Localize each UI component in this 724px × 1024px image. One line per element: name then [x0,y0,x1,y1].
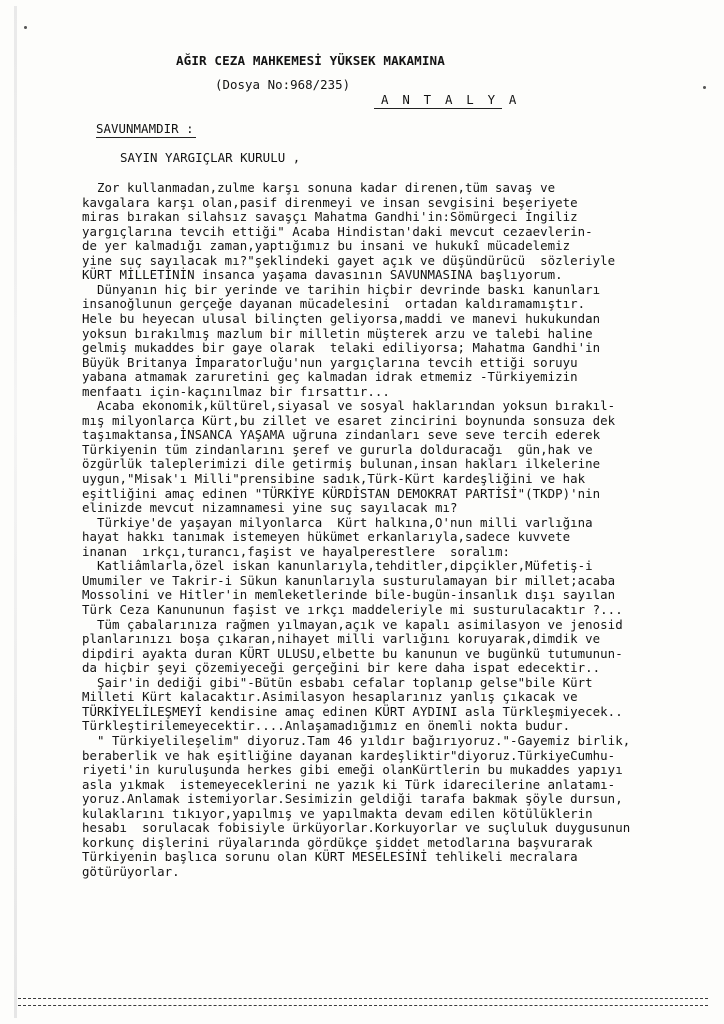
salutation: SAYIN YARGIÇLAR KURULU , [120,150,301,165]
body-line: Mossolini ve Hitler'in memleketlerinde bile-bugün-insanlık dışı sayılan [82,587,616,603]
body-line: uygun,"Misak'ı Milli"prensibine sadık,Türk-Kürt kardeşliğini ve hak [82,471,586,486]
body-line: götürüyorlar. [82,863,180,879]
body-line: yabana atmamak zaruretini geç kalmadan idrak etmemiz -Türkiyemizin [82,369,578,385]
heading-underline [96,137,196,138]
body-line: korkunç dişlerini rüyalarında gördükçe şiddet metodlarına başvurarak [82,834,593,850]
body-line: riyeti'in kuruluşunda herkes gibi emeği olanKürtlerin bu mukaddes yapıyı [82,762,623,777]
body-line: Türkiyenin tüm zindanlarını şeref ve gururla dolduracağı gün,hak ve [82,441,593,457]
bottom-dashed-rule-2 [18,1005,708,1006]
body-line: Büyük Britanya İmparatorluğu'nun yargıçlarına tevcih ettiği soruyu [82,354,578,370]
city-underline [374,108,502,109]
body-line: elinizde mevcut nizamnamesi yine suç sayılacak mı? [82,500,458,516]
body-line: planlarınızı boşa çıkaran,nihayet milli varlığını koruyarak,dimdik ve [82,631,601,646]
body-line: kulaklarını tıkıyor,yapılmış ve yapılmakta devam edilen kötülüklerin [82,805,593,821]
body-line: miras bırakan silahsız savaşçı Mahatma Gandhi'in:Sömürgeci İngiliz [82,209,578,225]
body-line: taşımaktansa,İNSANCA YAŞAMA uğruna zindanları seve seve tercih ederek [82,427,601,443]
body-line: Türk Ceza Kanununun faşist ve ırkçı maddeleriyle mi susturulacaktır ?... [82,602,623,617]
body-line: de yer kalmadığı zaman,yaptığımız bu insani ve hukukî mücadelemiz [82,238,571,254]
body-line: inanan ırkçı,turancı,faşist ve hayalperestlere soralım: [82,543,511,559]
body-line: menfaatı için-kaçınılmaz bir fırsattır... [82,383,390,399]
body-line: Tüm çabalarınıza rağmen yılmayan,açık ve kapalı asimilasyon ve jenosid [82,616,623,632]
body-line: insanoğlunun gerçeğe dayanan mücadelesini ortadan kaldıramamıştır. [82,296,586,312]
body-line: yoksun bırakılmış mazlum bir milletin müşterek arzu ve talebi haline [82,325,593,341]
body-line: da hiçbir şeyi çözemiyeceği gerçeğini bir kere daha ispat edecektir.. [82,660,601,676]
body-line: Türkiyenin başlıca sorunu olan KÜRT MESELESİNİ tehlikeli mecralara [82,849,578,865]
body-line: dipdiri ayakta duran KÜRT ULUSU,elbette bu kanunun ve bugünkü tutumunun- [82,645,623,661]
body-line: gelmiş mukaddes bir gaye olarak telaki ediliyorsa; Mahatma Gandhi'in [82,340,601,356]
body-line: Türkleştirilemeyecektir....Anlaşamadığımız en önemli nokta budur. [82,718,571,734]
body-line: Umumiler ve Takrir-i Sükun kanunlarıyla susturulamayan bir millet;acaba [82,572,616,588]
body-line: hesabı sorulacak fobisiyle ürküyorlar.Korkuyorlar ve suçluluk duygusunun [82,820,631,836]
body-line: " Türkiyelileşelim" diyoruz.Tam 46 yıldır bağırıyoruz."-Gayemiz birlik, [82,732,631,748]
city-name: A N T A L Y A [381,92,520,107]
scan-edge-mark [14,6,17,1018]
body-line: kavgalara karşı olan,pasif direnmeyi ve insan sevgisini beşeriyete [82,194,578,210]
body-line: beraberlik ve hak eşitliğine dayanan kardeşliktir"diyoruz.TürkiyeCumhu- [82,747,616,763]
body-line: Şair'in dediği gibi"-Bütün esbabı cefalar toplanıp gelse"bile Kürt [82,674,593,690]
body-line: Katliâmlarla,özel iskan kanunlarıyla,tehditler,dipçikler,Müfetiş-i [82,558,593,574]
body-line: özgürlük taleplerimizi dile getirmiş bulunan,insan hakları ilkelerine [82,456,601,472]
scan-speck [24,26,27,29]
bottom-dashed-rule [18,998,708,999]
body-line: Hele bu heyecan ulusal bilinçten geliyorsa,maddi ve manevi hukukundan [82,311,601,326]
body-line: mış milyonlarca Kürt,bu zillet ve esaret zincirini boynunda sonsuza dek [82,412,616,428]
body-line: hayat hakkı tanımak istemeyen hükümet erkanlarıyla,sadece kuvvete [82,529,571,545]
body-line: KÜRT MİLLETİNİN insanca yaşama davasının SAVUNMASINA başlıyorum. [82,267,563,283]
body-line: yine suç sayılacak mı?"şeklindeki gayet açık ve düşündürücü sözleriyle [82,252,616,268]
body-line: Dünyanın hiç bir yerinde ve tarihin hiçbir devrinde baskı kanunları [82,281,601,297]
body-line: asla yıkmak istemeyeceklerini ne yazık ki Türk idarecilerine anlatamı- [82,776,616,792]
body-line: Zor kullanmadan,zulme karşı sonuna kadar direnen,tüm savaş ve [82,180,556,195]
body-line: Türkiye'de yaşayan milyonlarca Kürt halkına,O'nun milli varlığına [82,514,593,530]
court-title: AĞIR CEZA MAHKEMESİ YÜKSEK MAKAMINA [176,53,445,68]
document-heading: SAVUNMAMDIR : [96,121,194,136]
body-line: eşitliğini amaç edinen "TÜRKİYE KÜRDİSTAN DEMOKRAT PARTİSİ"(TKDP)'nin [82,485,601,501]
body-line: yargıçlarına tevcih ettiği" Acaba Hindistan'daki mevcut cezaevlerin- [82,223,593,239]
body-line: Acaba ekonomik,kültürel,siyasal ve sosyal haklarından yoksun bırakıl- [82,398,616,414]
body-line: Milleti Kürt kalacaktır.Asimilasyon hesaplarınız yanlış çıkacak ve [82,689,578,705]
body-line: TÜRKİYELİLEŞMEYİ kendisine amaç edinen KÜRT AYDINI asla Türkleşmiyecek.. [82,703,623,719]
body-line: yoruz.Anlamak istemiyorlar.Sesimizin geldiği tarafa bakmak şöyle dursun, [82,791,623,807]
scan-speck [703,86,706,89]
file-number: (Dosya No:968/235) [215,77,351,92]
